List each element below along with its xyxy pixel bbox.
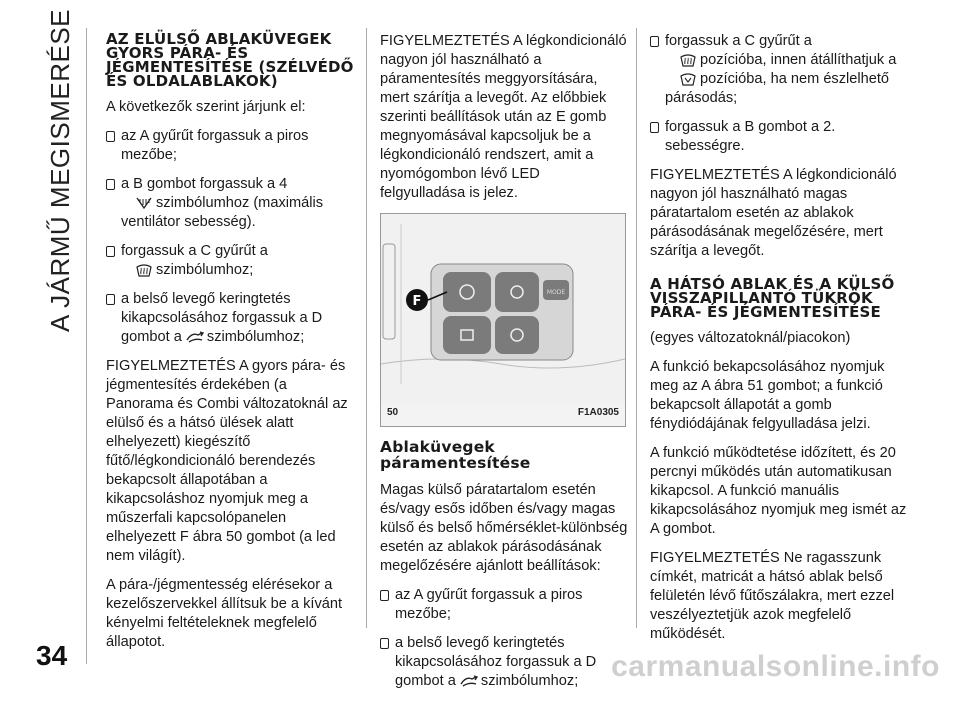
fan-speed-4-icon	[135, 196, 153, 210]
figure-code: F1A0305	[577, 407, 619, 418]
checkbox-bullet-icon	[650, 122, 659, 133]
list-item: a belső levegő keringtetés kikapcsolásához forgassuk a D gombot a szimbólumhoz;	[380, 634, 628, 691]
list-item: az A gyűrűt forgassuk a piros mezőbe;	[380, 586, 628, 624]
warning-paragraph: FIGYELMEZTETÉS A légkondicionáló nagyon jól használható magas páratartalom esetén az ablakok párásodásának megelőzésére, mert szárítja a levegőt.	[650, 167, 897, 259]
column-1	[106, 32, 356, 662]
warning-paragraph: FIGYELMEZTETÉS A légkondicionáló nagyon jól használható a páramentesítés meggyorsítására, mert szárítja a levegőt. Az előbbiek szerinti beállítások után az E gomb megnyomásával kapcsoljuk be a légkondicionáló rendszert, amit a nyomógombon lévő LED felgyulladása is jelez.	[380, 33, 627, 201]
list-item: forgassuk a B gombot a 2. sebességre.	[650, 118, 912, 156]
list-item: a belső levegő keringtetés kikapcsolásához forgassuk a D gombot a szimbólumhoz;	[106, 290, 356, 347]
fresh-air-icon	[186, 330, 204, 344]
column-divider-1	[366, 28, 367, 628]
intro-text: A következők szerint járjunk el:	[106, 99, 306, 115]
warning-paragraph: FIGYELMEZTETÉS A gyors pára- és jégmentesítés érdekében (a Panorama és Combi változatoknál az elülső és a hátsó ülések alatt elhelyezett) kiegészítő fűtő/légkondicionáló berendezés bekapcsolt állapotában a kikapcsoláshoz nyomjuk meg a műszerfali kapcsolópanelen elhelyezett F ábra 50 gombot (a led nem világít).	[106, 358, 348, 564]
section-heading-front-defrost: AZ ELÜLSŐ ABLAKÜVEGEK GYORS PÁRA- ÉS JÉGMENTESÍTÉSE (SZÉLVÉDŐ ÉS OLDALABLAKOK)	[106, 30, 354, 90]
side-section-title: A JÁRMŰ MEGISMERÉSE	[44, 8, 75, 332]
checkbox-bullet-icon	[650, 36, 659, 47]
paragraph: A pára-/jégmentesség elérésekor a kezelőszervekkel állítsuk be a kívánt kényelmi feltételeknek megfelelő állapotot.	[106, 577, 343, 650]
list-item: forgassuk a C gyűrűt a szimbólumhoz;	[106, 242, 356, 280]
column-2	[380, 32, 628, 701]
callout-f: F	[412, 294, 422, 309]
list-item: az A gyűrűt forgassuk a piros mezőbe;	[106, 127, 356, 165]
paragraph: A funkció működtetése időzített, és 20 percnyi működés után automatikusan kikapcsol. A funkció manuális kikapcsolásához nyomjuk meg ismét az A gombot.	[650, 445, 907, 537]
page-number: 34	[36, 640, 68, 671]
paragraph: A funkció bekapcsolásához nyomjuk meg az A ábra 51 gombot; a funkció bekapcsolt állapotát a gomb fénydiódájának felgyulladása jelzi.	[650, 359, 885, 432]
mode-label: MODE	[546, 289, 566, 296]
figure-number: 50	[387, 407, 399, 418]
switch-panel-illustration	[381, 214, 625, 404]
checkbox-bullet-icon	[380, 590, 389, 601]
windshield-defrost-icon	[679, 53, 697, 67]
paragraph: (egyes változatoknál/piacokon)	[650, 330, 851, 346]
watermark: carmanualsonline.info	[611, 650, 940, 683]
checkbox-bullet-icon	[106, 179, 115, 190]
section-heading-rear-defrost: A HÁTSÓ ABLAK ÉS A KÜLSŐ VISSZAPILLANTÓ TÜKRÖK PÁRA- ÉS JÉGMENTESÍTÉSE	[650, 275, 895, 321]
column-divider-2	[636, 28, 637, 628]
paragraph: Magas külső páratartalom esetén és/vagy esős időben és/vagy magas külső és belső hőmérséklet-különbség esetén az ablakok párásodásának megelőzésére ajánlott beállítások:	[380, 482, 628, 574]
list-item: forgassuk a C gyűrűt a pozícióba, innen átállíthatjuk a pozícióba, ha nem észlelhető párásodás;	[650, 32, 912, 108]
windshield-defrost-icon	[135, 263, 153, 277]
checkbox-bullet-icon	[380, 638, 389, 649]
figure-50-switch-panel	[380, 213, 626, 427]
warning-paragraph: FIGYELMEZTETÉS Ne ragasszunk címkét, matricát a hátsó ablak belső felületén lévő fűtőszálakra, mert ezzel veszélyeztetjük azok megfelelő működését.	[650, 550, 895, 642]
checkbox-bullet-icon	[106, 294, 115, 305]
section-heading-window-demist: Ablaküvegek páramentesítése	[380, 438, 531, 472]
column-3	[650, 32, 912, 654]
checkbox-bullet-icon	[106, 131, 115, 142]
fresh-air-icon	[460, 674, 478, 688]
checkbox-bullet-icon	[106, 246, 115, 257]
windshield-feet-icon	[679, 72, 697, 86]
list-item: a B gombot forgassuk a 4 szimbólumhoz (maximális ventilátor sebesség).	[106, 175, 356, 232]
side-divider	[86, 28, 87, 664]
